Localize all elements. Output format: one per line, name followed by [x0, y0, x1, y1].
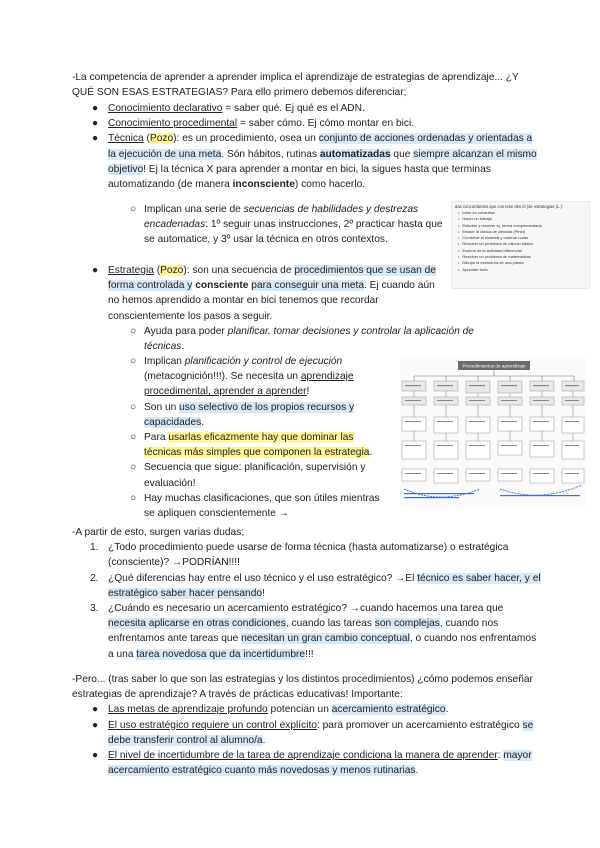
highlight-estrategia-2: para conseguir una meta — [251, 280, 364, 292]
highlight-tecnica-1: conjunto de acciones ordenadas y orientadas a la ejecución de una meta — [108, 133, 533, 160]
text-fragment: potencian un — [267, 704, 332, 716]
table-image-row: • Enzima de la actividad diferencial — [452, 248, 589, 254]
dudas-section — [72, 525, 542, 662]
author-pozo: Pozo — [149, 133, 174, 145]
bold-consciente: consciente — [195, 280, 249, 292]
list-item-estrategia-sub-6 — [72, 491, 390, 521]
text-fragment: ¿Cuándo es necesario un acercamiento estratégico? →cuando hacemos una tarea que — [108, 603, 504, 615]
question-2 — [72, 571, 542, 601]
bold-inconsciente: inconsciente — [232, 179, 295, 191]
bold-automatizadas: automatizadas — [319, 148, 391, 160]
text-fragment: ! — [306, 386, 310, 398]
table-image-header: das concordantes que con tese des él (de estrategias (L.): — [455, 204, 564, 209]
text-fragment: , cuando las tareas — [285, 618, 375, 630]
highlight-mayor: mayor acercamiento estratégico cuanto más novedosas y menos rutinarias — [108, 750, 532, 777]
circle-bullet-icon: ○ — [130, 204, 137, 215]
text-fragment: . — [415, 765, 419, 777]
circle-bullet-icon: ○ — [130, 492, 137, 504]
text-fragment: , o cuando nos enfrentamos a una — [108, 633, 537, 660]
bullet-icon: ● — [92, 750, 99, 762]
pero-item-3 — [72, 748, 542, 778]
bullet-icon: ● — [92, 133, 99, 145]
estrategia-item — [72, 263, 444, 324]
text-fragment: . — [181, 341, 185, 353]
table-image-row: • Aprender todo — [452, 267, 589, 273]
strategies-table-image — [451, 201, 590, 289]
text-fragment: Implican una serie de — [144, 204, 244, 215]
text-fragment: Ayuda para poder — [144, 326, 228, 337]
circle-bullet-icon: ○ — [130, 462, 137, 474]
underline-uso: El uso estratégico requiere un control explícito — [108, 719, 317, 731]
text-fragment: , cuando nos enfrentamos ante tareas que — [108, 618, 499, 645]
highlight-acercamiento: acercamiento estratégico — [331, 704, 446, 716]
pero-section — [72, 672, 542, 778]
list-item-estrategia-sub-3 — [72, 400, 390, 430]
list-item-procedimental — [72, 116, 542, 131]
text-fragment: !!! — [305, 648, 314, 660]
text-declarativo: = saber qué. Ej qué es el ADN. — [222, 103, 365, 114]
italic-planificacion: planificación y control de ejecución — [184, 356, 343, 367]
text-fragment: Secuencia que sigue: planificación, supervisión y evaluación! — [144, 462, 366, 489]
text-fragment: ¿Qué diferencias hay entre el uso técnico y el uso estratégico? →El — [108, 572, 418, 584]
highlight-tecnica-2: siempre alcanzan el mismo objetivo — [108, 148, 537, 175]
list-item-declarativo — [72, 101, 542, 116]
italic-planificar: planificar, tomar decisiones y controlar la aplicación de técnicas — [144, 326, 474, 353]
underline-nivel: El nivel de incertidumbre de la tarea de aprendizaje condiciona la manera de aprender — [108, 750, 498, 762]
circle-bullet-icon: ○ — [130, 432, 137, 444]
text-fragment: : — [497, 750, 504, 762]
text-fragment: Hay muchas clasificaciones, que son útiles mientras se apliquen conscientemente → — [144, 492, 380, 520]
text-fragment: Para — [144, 432, 169, 444]
pero-intro: -Pero... (tras saber lo que son las estrategias y los distintos procedimientos) ¿cómo podemos enseñar estrategias de aprendizaje? A través de prácticas educativas! Importante: — [72, 674, 533, 701]
intro-text: -La competencia de aprender a aprender implica el aprendizaje de estrategias de aprendizaje... ¿Y QUÉ SON ESAS ESTRATEGIAS? Para ello primero debemos diferenciar; — [72, 72, 519, 99]
estrategia-sublist-top — [72, 324, 516, 354]
intro-paragraph — [72, 70, 542, 100]
bullet-icon: ● — [92, 265, 99, 276]
table-image-row: • Resolver un problema de matemáticas — [452, 254, 589, 260]
term-estrategia: Estrategia — [108, 265, 154, 276]
number-label: 1. — [90, 542, 99, 554]
text-fragment: : para promover un acercamiento estratégico — [316, 719, 523, 731]
term-procedimental: Conocimiento procedimental — [108, 118, 238, 130]
text-procedimental: = saber cómo. Ej cómo montar en bici. — [237, 118, 415, 130]
highlight-condiciones: necesita aplicarse en otras condiciones — [108, 618, 286, 630]
text-fragment: ¿Todo procedimiento puede usarse de forma técnica (hasta automatizarse) o estratégica (consciente)? →PODRÍAN!!!! — [108, 542, 509, 569]
table-image-row: • Enlace la clínica de ciencias (Pinel) — [452, 229, 589, 235]
list-item-estrategia-sub-1 — [72, 324, 516, 354]
author-pozo: Pozo — [160, 265, 184, 276]
table-image-row: • tome en consultas — [452, 210, 589, 216]
list-item-estrategia-sub-2 — [72, 354, 390, 400]
tecnica-sublist — [72, 202, 444, 248]
text-fragment: ): son una secuencia de — [183, 265, 295, 276]
circle-bullet-icon: ○ — [130, 326, 137, 337]
highlight-uso-selectivo: uso selectivo de los propios recursos y capacidades — [144, 401, 355, 428]
text-fragment: que — [390, 148, 414, 160]
pero-item-1 — [72, 702, 542, 717]
circle-bullet-icon: ○ — [130, 401, 137, 413]
table-image-row: • Dibujar la estructura de una planta — [452, 260, 589, 266]
highlight-transferir: se debe transferir control al alumno/a — [108, 719, 534, 746]
highlight-novedosa: tarea novedosa que da incertidumbre — [136, 648, 306, 660]
text-fragment: . Són hábitos, rutinas — [221, 148, 320, 160]
text-fragment: . Ej cuando aún no hemos aprendido a montar en bici tenemos que recordar conscientemente los pasos a seguir. — [108, 280, 435, 322]
text-fragment: (metacognición!!!). Se necesita un — [144, 371, 301, 383]
text-fragment: Implican — [144, 356, 185, 367]
text-fragment: . — [369, 447, 373, 459]
circle-bullet-icon: ○ — [130, 356, 137, 367]
dudas-intro: -A partir de esto, surgen varias dudas; — [72, 527, 245, 538]
text-fragment: ! Ej la técnica X para aprender a montar en bici, la sigues hasta que terminas automatizando (de manera — [108, 163, 491, 191]
italic-secuencias: secuencias de habilidades y destrezas encadenadas — [144, 204, 419, 231]
text-fragment: : 1º seguir unas instrucciones, 2º practicar hasta que se automatice, y 3º usar la técnica en otros contextos. — [144, 219, 443, 246]
list-item-tecnica — [72, 131, 542, 192]
number-label: 3. — [90, 603, 99, 615]
estrategia-sublist — [72, 354, 390, 521]
list-item-estrategia-sub-5 — [72, 460, 390, 490]
definitions-list — [72, 101, 542, 192]
term-declarativo: Conocimiento declarativo — [108, 103, 223, 114]
text-fragment: . — [445, 704, 449, 716]
question-3 — [72, 601, 542, 662]
diagram-title: Procedimientos de aprendizaje — [462, 363, 526, 369]
text-fragment: . — [262, 734, 266, 746]
list-item-estrategia-sub-4 — [72, 430, 390, 460]
text-fragment: ( — [153, 265, 161, 276]
highlight-estrategia-1: procedimientos que se usan de forma controlada y — [108, 265, 436, 292]
underline-metas: Las metas de aprendizaje profundo — [108, 704, 268, 716]
highlight-complejas: son complejas — [374, 618, 440, 630]
text-fragment: ): es un procedimiento, osea un — [173, 133, 319, 145]
text-fragment: Son un — [144, 401, 180, 413]
list-item-estrategia — [72, 263, 444, 324]
term-tecnica: Técnica — [108, 133, 144, 145]
highlight-tecnico: técnico es saber hacer, y el estratégico saber hacer pensando — [108, 572, 541, 599]
underline-aprendizaje: aprendizaje procedimental, aprender a aprender — [144, 371, 354, 398]
question-1 — [72, 540, 542, 570]
bullet-icon: ● — [92, 719, 99, 731]
text-fragment: ( — [143, 133, 150, 145]
number-label: 2. — [90, 572, 99, 584]
bullet-icon: ● — [92, 118, 99, 130]
highlight-usarlas: usarlas eficazmente hay que dominar las técnicas más simples que componen la estrategia — [144, 432, 370, 459]
procedures-diagram-image — [400, 357, 586, 507]
text-fragment: ) como hacerlo. — [294, 179, 366, 191]
table-image-row: • Hacer un trabajo — [452, 216, 589, 222]
table-image-row: • Resolver un problema de cálculo básico — [452, 241, 589, 247]
pero-item-2 — [72, 718, 542, 748]
bullet-icon: ● — [92, 704, 99, 716]
text-fragment: . — [201, 416, 205, 428]
list-item-tecnica-sub — [72, 202, 444, 248]
bullet-icon: ● — [92, 103, 99, 114]
table-image-row: • Combinar el material y ordenar notas — [452, 235, 589, 241]
highlight-cambio: necesitan un gran cambio conceptual — [241, 633, 410, 645]
table-image-row: • Estudiar y resolver ej. forma complementaria — [452, 223, 589, 229]
text-fragment: ! — [262, 587, 265, 599]
